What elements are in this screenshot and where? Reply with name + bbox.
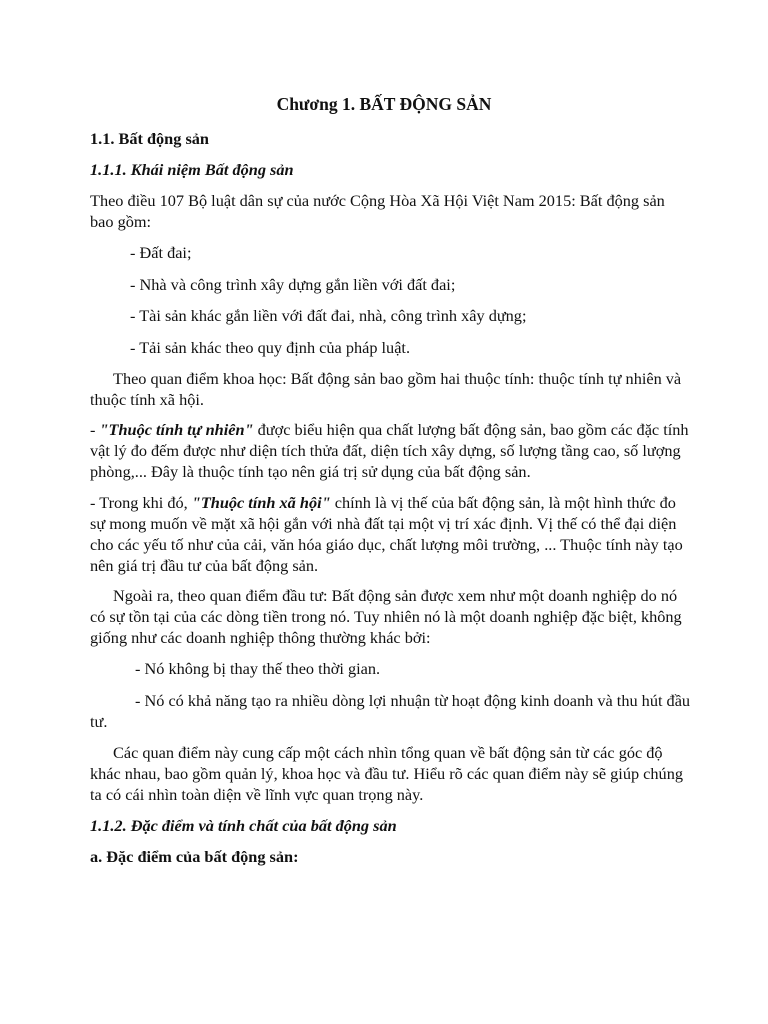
social-attribute-paragraph bbox=[90, 492, 692, 576]
natural-attribute-term: "Thuộc tính tự nhiên" bbox=[99, 420, 254, 439]
investment-list-item: - Nó không bị thay thế theo thời gian. bbox=[135, 659, 381, 678]
natural-attribute-text: được biểu hiện qua chất lượng bất động sản, bao gồm các đặc tính vật lý đo đếm được như diện tích thửa đất, diện tích xây dựng, số lượng tầng cao, số lượng phòng,... Đây là thuộc tính tạo nên giá trị sử dụng của bất động sản. bbox=[90, 420, 689, 481]
intro-paragraph: Theo điều 107 Bộ luật dân sự của nước Cộng Hòa Xã Hội Việt Nam 2015: Bất động sản bao gồm: bbox=[90, 191, 665, 231]
social-prefix: - Trong khi đó, bbox=[90, 493, 192, 512]
natural-attribute-paragraph bbox=[90, 419, 692, 482]
investment-view-paragraph: Ngoài ra, theo quan điểm đầu tư: Bất động sản được xem như một doanh nghiệp do nó có sự tồn tại của các dòng tiền trong nó. Tuy nhiên nó là một doanh nghiệp đặc biệt, không giống như các doanh nghiệp thông thường khác bởi: bbox=[90, 586, 682, 647]
law-list-item: - Tài sản khác gắn liền với đất đai, nhà, công trình xây dựng; bbox=[130, 306, 527, 325]
chapter-title: Chương 1. BẤT ĐỘNG SẢN bbox=[276, 94, 492, 114]
summary-paragraph: Các quan điểm này cung cấp một cách nhìn tổng quan về bất động sản từ các góc độ khác nhau, bao gồm quản lý, khoa học và đầu tư. Hiểu rõ các quan điểm này sẽ giúp chúng ta có cái nhìn toàn diện về lĩnh vực quan trọng này. bbox=[90, 743, 683, 804]
section-heading-1-1-1: 1.1.1. Khái niệm Bất động sản bbox=[90, 160, 294, 179]
subsection-heading-a: a. Đặc điểm của bất động sản: bbox=[90, 847, 299, 866]
law-list-item: - Tải sản khác theo quy định của pháp luật. bbox=[130, 338, 411, 357]
investment-list-item: - Nó có khả năng tạo ra nhiều dòng lợi nhuận từ hoạt động kinh doanh và thu hút đầu tư. bbox=[90, 691, 691, 731]
natural-prefix: - bbox=[90, 420, 100, 439]
section-heading-1-1-2: 1.1.2. Đặc điểm và tính chất của bất động sản bbox=[90, 816, 397, 835]
science-view-paragraph: Theo quan điểm khoa học: Bất động sản bao gồm hai thuộc tính: thuộc tính tự nhiên và thuộc tính xã hội. bbox=[90, 369, 682, 409]
law-list-item: - Đất đai; bbox=[130, 243, 192, 262]
law-list-item: - Nhà và công trình xây dựng gắn liền với đất đai; bbox=[130, 275, 456, 294]
section-heading-1-1: 1.1. Bất động sản bbox=[90, 129, 209, 148]
social-attribute-term: "Thuộc tính xã hội" bbox=[191, 493, 331, 512]
social-attribute-text: chính là vị thế của bất động sản, là một hình thức đo sự mong muốn về mặt xã hội gắn với nhà đất tại một vị trí xác định. Vị thế có thể đại diện cho các yếu tố như của cải, văn hóa giáo dục, chất lượng môi trường, ... Thuộc tính này tạo nên giá trị đầu tư của bất động sản. bbox=[90, 493, 683, 575]
